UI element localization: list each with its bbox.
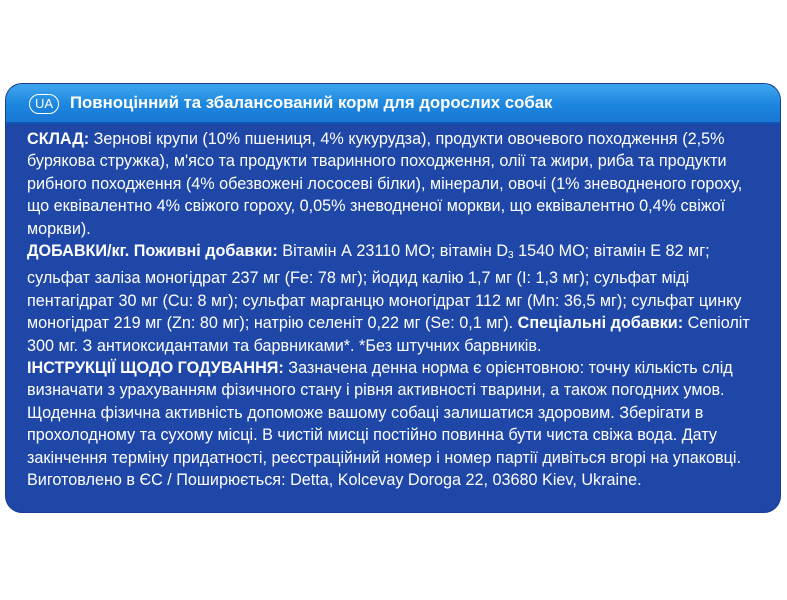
additives-section (27, 240, 768, 357)
additives-label: ДОБАВКИ/кг. Поживні добавки: (27, 242, 278, 261)
feeding-section (27, 357, 768, 491)
additives-text-part1: Вітамін А 23110 МО; вітамін D (277, 242, 509, 261)
header-bar (6, 84, 780, 124)
composition-section (27, 128, 768, 240)
label-panel (6, 84, 780, 512)
header-title: Повноцінний та збалансований корм для дорослих собак (70, 93, 553, 112)
composition-text: Зернові крупи (10% пшениця, 4% кукурудза), продукти овочевого походження (2,5% бурякова стружка), м'ясо та продукти тваринного походження, олії та жири, риба та продукти рибного походження (4% обезвожені лососеві білки), мінерали, овочі (1% зневодненого гороху, що еквівалентно 4% свіжого гороху, 0,05% зневодненої моркви, що еквівалентно 0,4% свіжої моркви). (27, 130, 743, 238)
label-body (27, 128, 768, 492)
special-additives-label: Спеціальні добавки: (513, 314, 684, 333)
composition-label: СКЛАД: (27, 130, 90, 148)
vitamin-d-subscript: 3 (508, 250, 514, 262)
feeding-text: Зазначена денна норма є орієнтовною: точну кількість слід визначати з урахуванням фізичного стану і рівня активності тварини, а також погодних умов. Щоденна фізична активність допоможе вашому собаці залишатися здоровим. Зберігати в прохолодному та сухому місці. В чистій мисці постійно повинна бути чиста свіжа вода. Дату закінчення терміну придатності, реєстраційний номер і номер партії дивіться вгорі на упаковці. Виготовлено в ЄС / Поширюється: Detta, Kolcevay Doroga 22, 03680 Kiev, Ukraine. (27, 359, 742, 490)
language-badge: UA (29, 94, 59, 114)
feeding-label: ІНСТРУКЦІЇ ЩОДО ГОДУВАННЯ: (27, 359, 284, 378)
additives-text-part2: 1540 МО; вітамін Е 82 мг; сульфат заліза моногідрат 237 мг (Fe: 78 мг); йодид калію 1,7 мг (І: 1,3 мг); сульфат міді пентагідрат 30 мг (Cu: 8 мг); сульфат марганцю моногідрат 112 мг (Mn: 36,5 мг); сульфат цинку моногідрат 219 мг (Zn: 80 мг); натрію селеніт 0,22 мг (Se: 0,1 мг). (27, 242, 742, 333)
special-additives-text: Сепіоліт 300 мг. З антиоксидантами та барвниками*. *Без штучних барвників. (27, 314, 750, 355)
